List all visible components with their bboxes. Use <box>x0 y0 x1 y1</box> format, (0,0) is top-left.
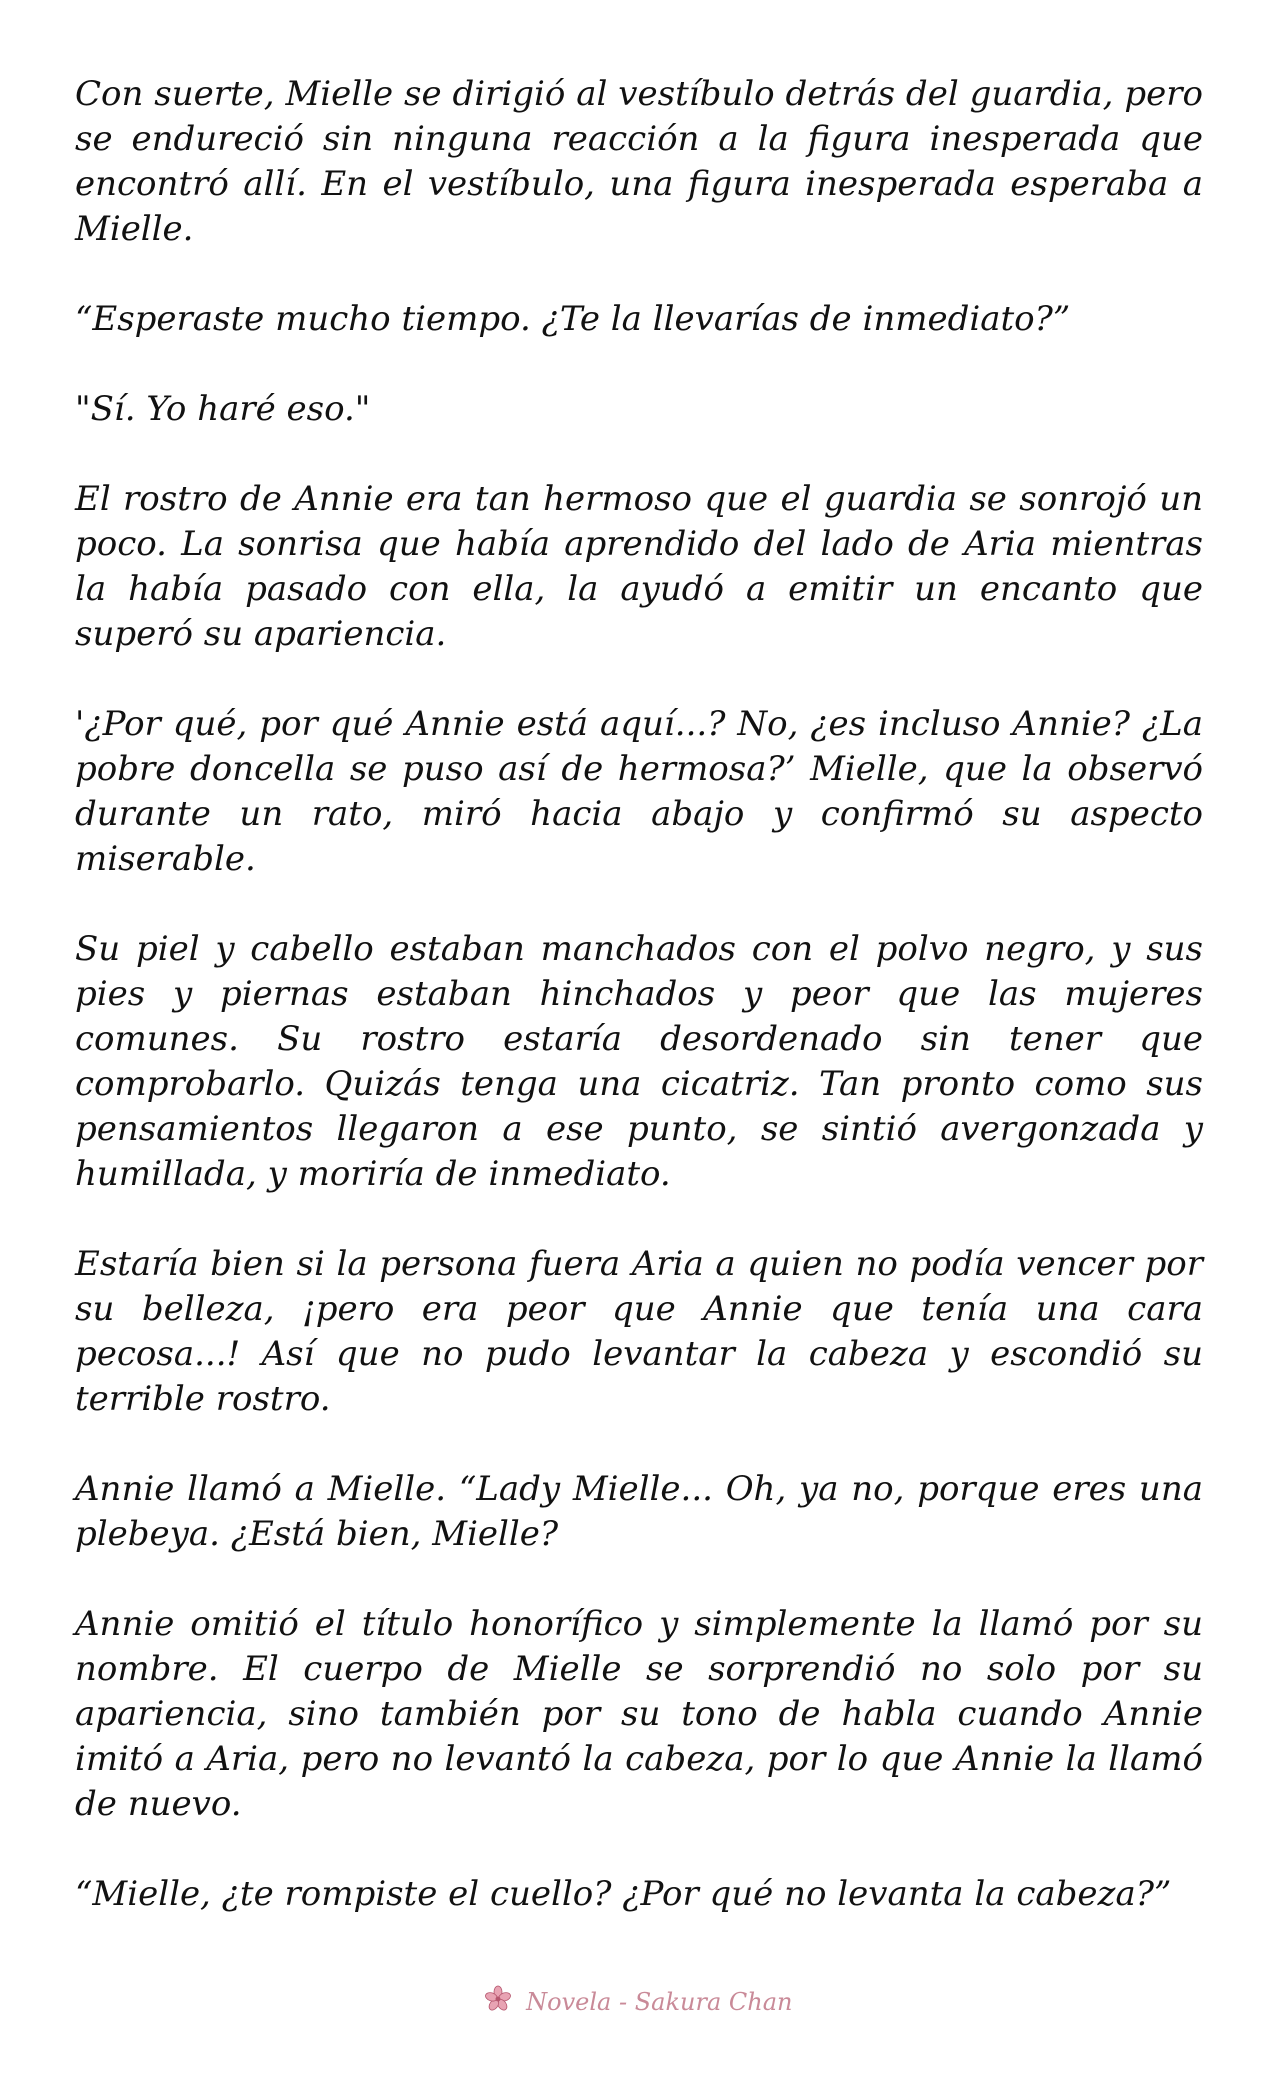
paragraph: "Sí. Yo haré eso." <box>75 389 371 429</box>
watermark-footer <box>0 1984 1275 2020</box>
paragraph: “Esperaste mucho tiempo. ¿Te la llevarías de inmediato?” <box>75 299 1071 339</box>
paragraph: Estaría bien si la persona fuera Aria a quien no podía vencer por su belleza, ¡pero era peor que Annie que tenía una cara pecosa...! Así que no pudo levantar la cabeza y escondió su terrible rostro. <box>75 1244 1203 1419</box>
paragraph: “Mielle, ¿te rompiste el cuello? ¿Por qué no levanta la cabeza?” <box>75 1874 1172 1914</box>
paragraph: '¿Por qué, por qué Annie está aquí...? No, ¿es incluso Annie? ¿La pobre doncella se puso así de hermosa?’ Mielle, que la observó durante un rato, miró hacia abajo y confirmó su aspecto miserable. <box>75 704 1203 879</box>
paragraph: Annie omitió el título honorífico y simplemente la llamó por su nombre. El cuerpo de Mielle se sorprendió no solo por su apariencia, sino también por su tono de habla cuando Annie imitó a Aria, pero no levantó la cabeza, por lo que Annie la llamó de nuevo. <box>75 1604 1203 1824</box>
paragraph: Annie llamó a Mielle. “Lady Mielle... Oh, ya no, porque eres una plebeya. ¿Está bien, Mielle? <box>75 1469 1203 1554</box>
paragraph: Con suerte, Mielle se dirigió al vestíbulo detrás del guardia, pero se endureció sin ninguna reacción a la figura inesperada que encontró allí. En el vestíbulo, una figura inesperada esperaba a Mielle. <box>75 74 1203 249</box>
sakura-flower-icon <box>483 1984 513 2020</box>
paragraph: El rostro de Annie era tan hermoso que el guardia se sonrojó un poco. La sonrisa que había aprendido del lado de Aria mientras la había pasado con ella, la ayudó a emitir un encanto que superó su apariencia. <box>75 479 1203 654</box>
document-body <box>75 72 1203 1962</box>
paragraph: Su piel y cabello estaban manchados con el polvo negro, y sus pies y piernas estaban hinchados y peor que las mujeres comunes. Su rostro estaría desordenado sin tener que comprobarlo. Quizás tenga una cicatriz. Tan pronto como sus pensamientos llegaron a ese punto, se sintió avergonzada y humillada, y moriría de inmediato. <box>75 929 1203 1194</box>
watermark-text: Novela - Sakura Chan <box>526 1988 793 2016</box>
